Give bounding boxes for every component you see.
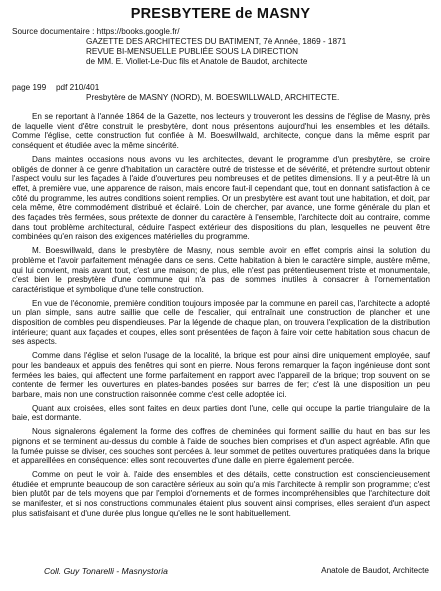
pdf-page-number: pdf 210/401 xyxy=(56,83,100,92)
paragraph: En se reportant à l'année 1864 de la Gazette, nos lecteurs y trouveront les dessins de l'église de Masny, près de laquelle vient d'être construit le presbytère, dont nous présentons aujourd'hui les ensembles et les détails. Comme l'église, cette construction fut confiée à M. Boeswillwald, architecte, conçue dans la même esprit par conséquent et étudiée avec la même sincérité. xyxy=(12,112,430,151)
source-line-1: GAZETTE DES ARCHITECTES DU BATIMENT, 7è Année, 1869 - 1871 xyxy=(86,37,347,46)
page-reference xyxy=(12,83,99,93)
article-body xyxy=(12,112,430,522)
paragraph: En vue de l'économie, première condition toujours imposée par la commune en pareil cas, l'architecte a adopté un plan simple, sans autre saillie que celle de l'escalier, qui entraînait une construction de plancher et une disposition de combles peu dispendieuses. Par la légende de chaque plan, on trouvera l'explication de la distribution intérieure; quant aux façades et coupes, elles sont présentées de façon à faire voir cette habitation sous chacun de ses aspects. xyxy=(12,298,430,347)
source-block xyxy=(86,37,346,68)
source-line: Source documentaire : https://books.google.fr/ xyxy=(12,27,180,36)
source-line-3: de MM. E. Viollet-Le-Duc fils et Anatole de Baudot, architecte xyxy=(86,57,308,67)
page-number: page 199 xyxy=(12,83,47,92)
paragraph: M. Boeswillwald, dans le presbytère de Masny, nous semble avoir en effet compris ainsi la solution du problème et l'avoir parfaitement ménagée dans ce sens. Cette habitation à bien le caractère simple, austère même, qui lui convient, mais avant tout, c'est une maison; de plus, elle n'est pas prétentieusement triste et monumentale, c'est bien le presbytère d'une commune qui n'a pas de sommes inutiles à consacrer à l'ornementation caractéristique et symbolique d'une telle construction. xyxy=(12,246,430,294)
paragraph: Comme on peut le voir à. l'aide des ensembles et des détails, cette construction est consciencieusement étudiée et emprunte beaucoup de son caractère sérieux au soin qu'a mis l'architecte à remplir son programme; c'est bien plutôt par de tels moyens que par l'emploi d'ornements et de formes incompréhensibles que l'architecture doit se manifester, et si nos constructions communales étaient plus souvent ainsi comprises, elles seraient d'un aspect plus satisfaisant et d'une durée plus longue qu'elles ne le sont habituellement. xyxy=(12,469,430,518)
article-title: Presbytère de MASNY (NORD), M. BOESWILLWALD, ARCHITECTE. xyxy=(86,93,340,102)
footer-collection: Coll. Guy Tonarelli - Masnystoria xyxy=(44,566,168,576)
source-line-2: REVUE BI-MENSUELLE PUBLIÉE SOUS LA DIRECTION xyxy=(86,47,299,57)
paragraph: Comme dans l'église et selon l'usage de la localité, la brique est pour ainsi dire uniquement employée, sauf pour les bandeaux et appuis des fenêtres qui sont en pierre. Nous ferons remarquer la façon ingénieuse dont sont fermées les baies, qui affectent une forme parfaitement en rapport avec l'appareil de la brique; trop souvent on se contente de fermer les ouvertures en plates-bandes posées sur barres de fer; c'est là une disposition un peu barbare, mais non une construction raisonnée comme c'est celle adoptée ici. xyxy=(12,351,430,399)
footer-author: Anatole de Baudot, Architecte xyxy=(321,566,429,575)
page-title: PRESBYTERE de MASNY xyxy=(130,6,311,22)
paragraph: Nous signalerons également la forme des coffres de cheminées qui forment saillie du haut en bas sur les pignons et se terminent au-dessus du comble à l'aide de souches bien comprises et d'un aspect agréable. Afin que la fumée puisse se diviser, ces souches sont percées à. leur sommet de petites ouvertures pratiquées dans la brique et appareillées en conséquence: elles sont recouvertes d'une dalle en pierre également percée. xyxy=(12,427,430,466)
paragraph: Quant aux croisées, elles sont faites en deux parties dont l'une, celle qui occupe la partie triangulaire de la baie, est dormante. xyxy=(12,403,430,423)
paragraph: Dans maintes occasions nous avons vu les architectes, devant le programme d'un presbytère, se croire obligés de donner à ce genre d'habitation un caractère outré de tristesse et de sévérité, et prétendre surtout obtenir l'aspect voulu sur les façades à l'aide d'ouvertures peu nombreuses et de petites dimensions. Il y a peut-être là un effet, à première vue, une apparence de raison, mais encore faut-il cependant que, tout en donnant satisfaction à ce côté du programme, les autres conditions soient remplies. Or un presbytère est avant tout une habitation, et doit, par cela même, être commodément distribué et éclairé. Loin de chercher, par avance, une forme générale du plan et des façades très fermées, sous prétexte de donner du caractère à l'ensemble, l'architecte doit au contraire, comme dans tout problème architectural, céduire l'aspect extérieur des dispositions du plan, lesquelles ne peuvent être combinées qu'en raison des exigences matérielles du programme. xyxy=(12,154,430,242)
